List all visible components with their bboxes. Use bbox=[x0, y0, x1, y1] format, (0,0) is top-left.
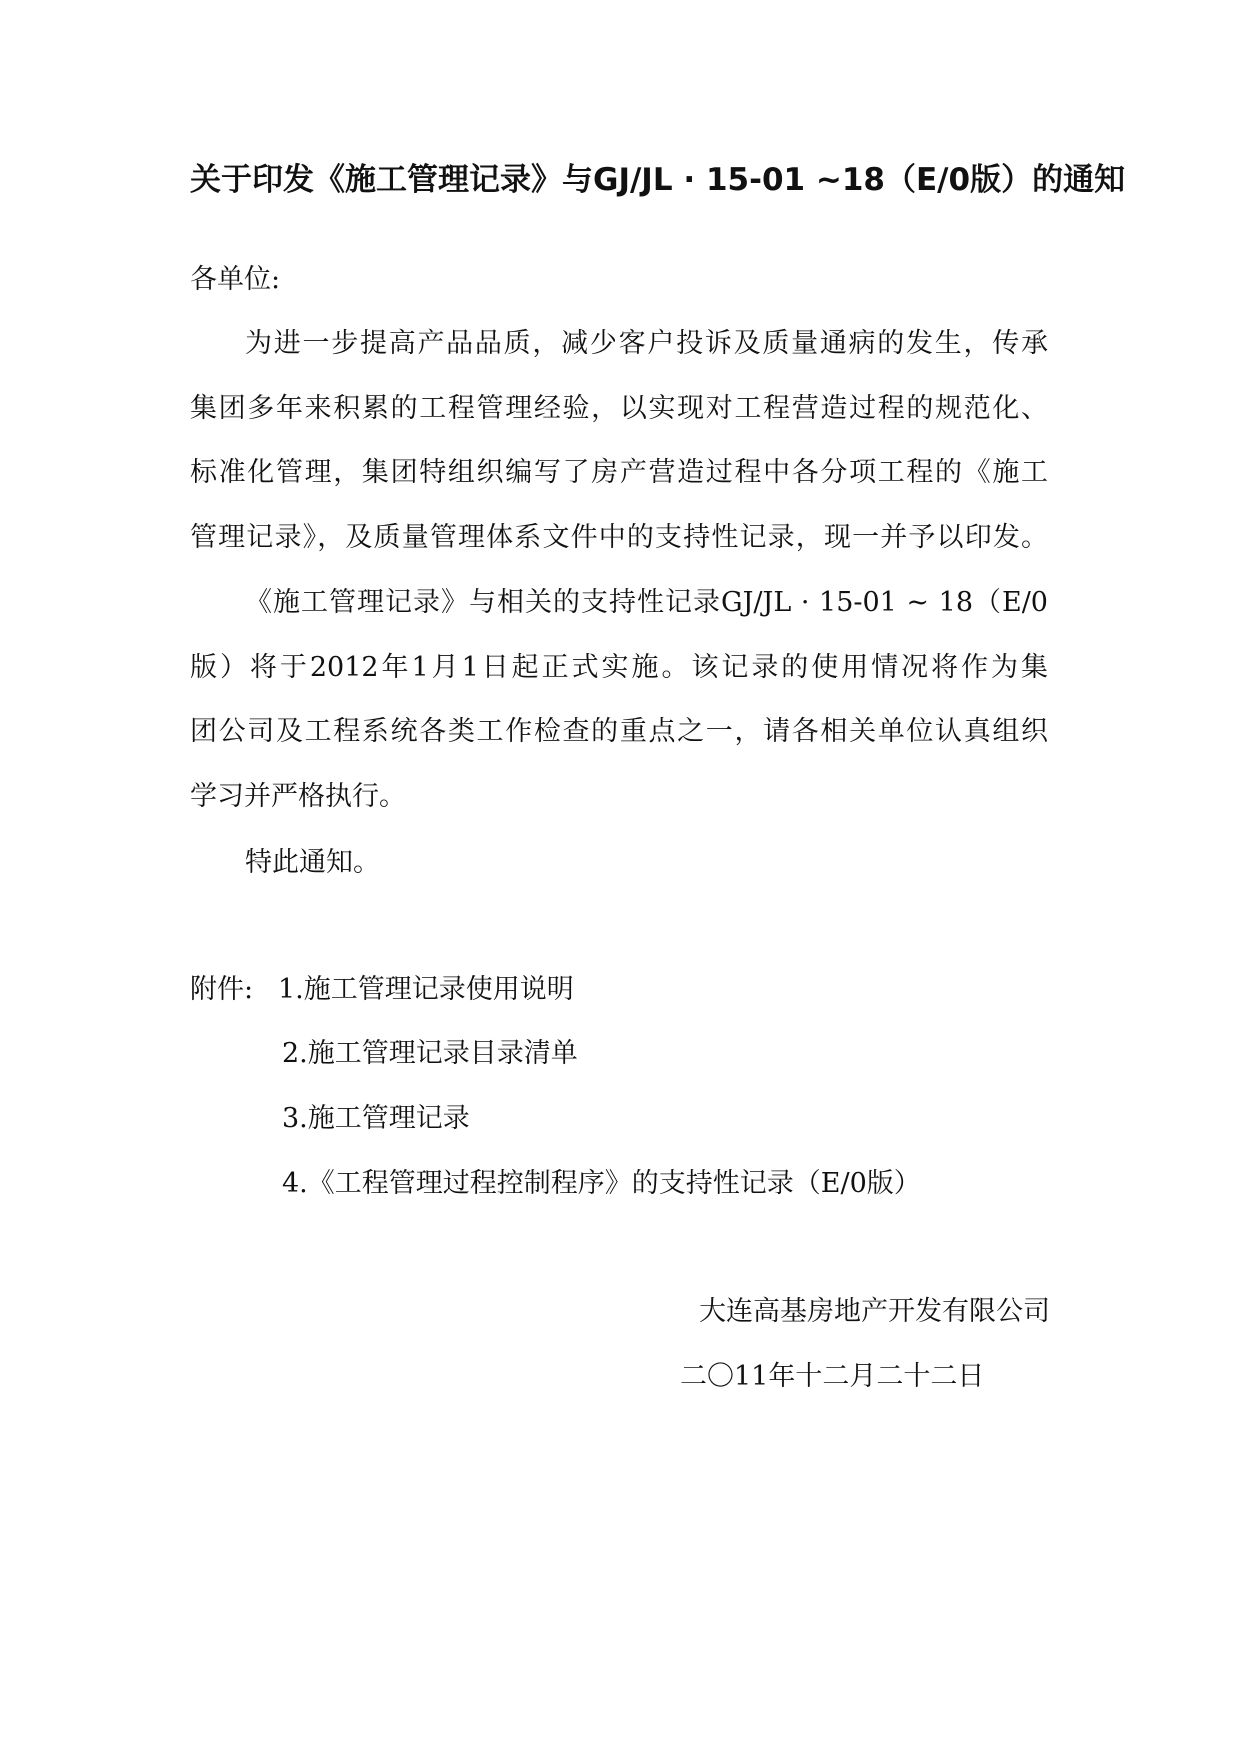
issuing-company: 大连高基房地产开发有限公司 bbox=[699, 1296, 1050, 1327]
closing-remark: 特此通知。 bbox=[245, 847, 380, 878]
paragraph-2-line-4: 学习并严格执行。 bbox=[190, 781, 406, 812]
paragraph-1-line-1: 为进一步提高产品品质，减少客户投诉及质量通病的发生，传承 bbox=[245, 328, 1048, 359]
paragraph-2-line-2: 版）将于2012年1月1日起正式实施。该记录的使用情况将作为集 bbox=[190, 652, 1048, 683]
attachment-item: 4.《工程管理过程控制程序》的支持性记录（E/0版） bbox=[282, 1168, 921, 1199]
attachments-label: 附件: bbox=[190, 974, 254, 1005]
attachment-item: 3.施工管理记录 bbox=[282, 1103, 470, 1134]
salutation: 各单位: bbox=[190, 264, 281, 295]
paragraph-1-line-3: 标准化管理，集团特组织编写了房产营造过程中各分项工程的《施工 bbox=[190, 457, 1048, 488]
paragraph-2-line-3: 团公司及工程系统各类工作检查的重点之一，请各相关单位认真组织 bbox=[190, 716, 1048, 747]
attachment-item: 2.施工管理记录目录清单 bbox=[282, 1038, 578, 1069]
attachment-item: 1.施工管理记录使用说明 bbox=[278, 974, 574, 1005]
paragraph-1-line-4: 管理记录》，及质量管理体系文件中的支持性记录，现一并予以印发。 bbox=[190, 522, 1048, 553]
document-title: 关于印发《施工管理记录》与GJ/JL · 15-01 ~18（E/0版）的通知 bbox=[190, 162, 1126, 198]
paragraph-2-line-1: 《施工管理记录》与相关的支持性记录GJ/JL · 15-01 ~ 18（E/0 bbox=[245, 587, 1048, 618]
paragraph-1-line-2: 集团多年来积累的工程管理经验，以实现对工程营造过程的规范化、 bbox=[190, 393, 1048, 424]
issue-date: 二〇11年十二月二十二日 bbox=[680, 1361, 985, 1392]
